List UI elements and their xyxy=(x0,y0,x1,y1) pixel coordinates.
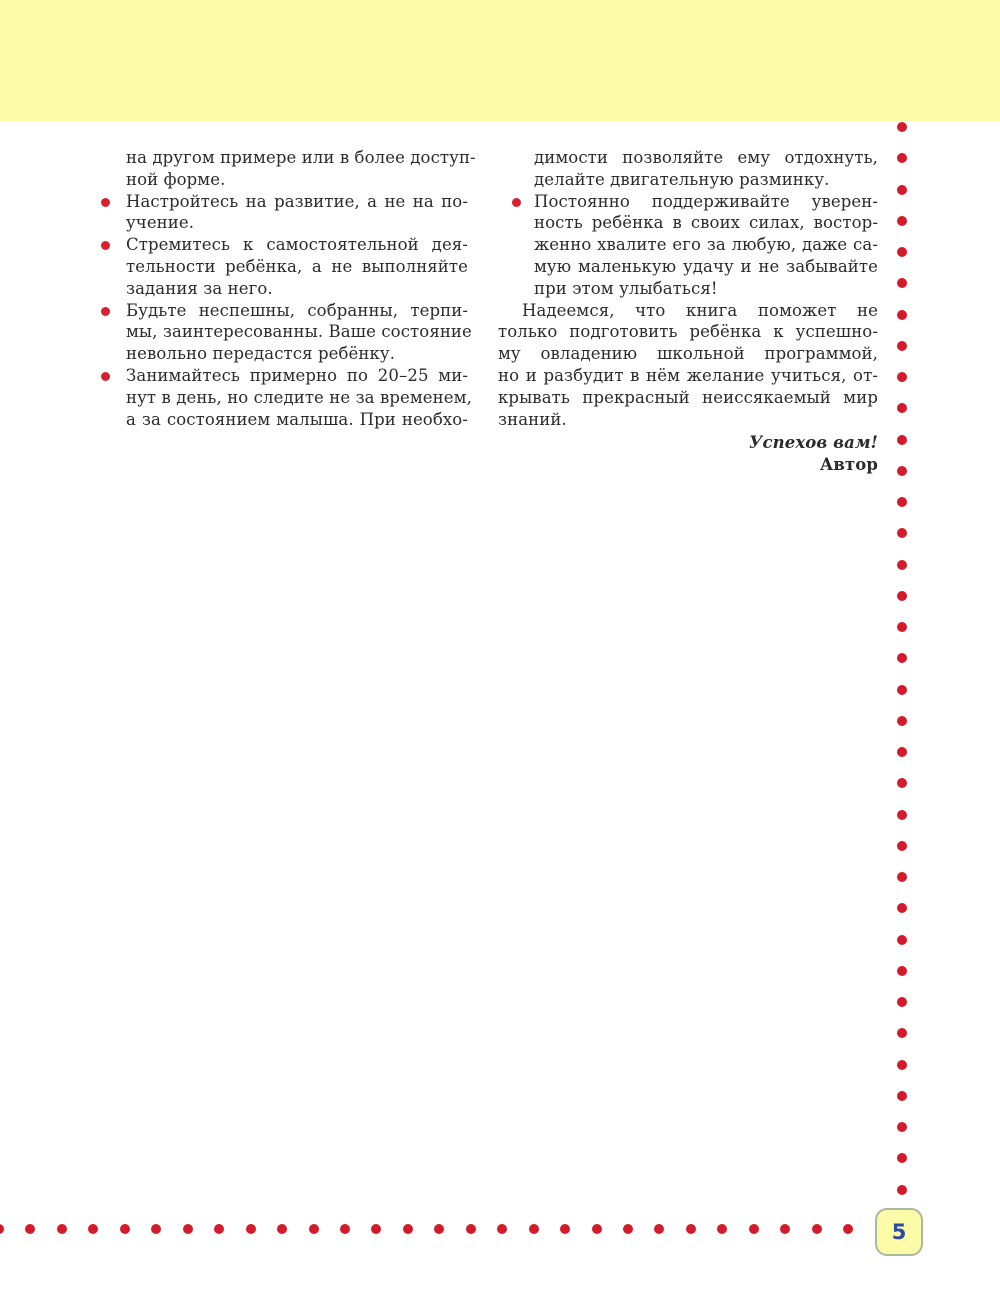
border-dot xyxy=(497,1224,507,1234)
text-line: мую маленькую удачу и не забывайте xyxy=(534,256,878,276)
text-line: му овладению школьной программой, xyxy=(498,344,878,364)
border-dot xyxy=(897,778,907,788)
text-line: знаний. xyxy=(498,409,567,429)
border-dot xyxy=(897,528,907,538)
border-dot xyxy=(592,1224,602,1234)
border-dot xyxy=(897,435,907,445)
border-dot xyxy=(897,903,907,913)
border-dot xyxy=(897,466,907,476)
border-dot xyxy=(897,278,907,288)
border-dot xyxy=(246,1224,256,1234)
text-line: ность ребёнка в своих силах, востор- xyxy=(534,213,878,233)
border-dot xyxy=(897,185,907,195)
border-dot xyxy=(897,372,907,382)
border-dot xyxy=(897,216,907,226)
bullet-item xyxy=(100,234,468,299)
border-dot xyxy=(897,1028,907,1038)
border-dot xyxy=(897,841,907,851)
closing-wish: Успехов вам! xyxy=(748,433,878,453)
border-dot xyxy=(277,1224,287,1234)
text-line: задания за него. xyxy=(126,278,273,298)
border-dot xyxy=(897,810,907,820)
border-dot xyxy=(897,560,907,570)
border-dot xyxy=(88,1224,98,1234)
border-dot xyxy=(897,591,907,601)
bullet-item xyxy=(100,300,472,365)
bullet-item xyxy=(100,191,468,235)
border-dot xyxy=(717,1224,727,1234)
border-dot xyxy=(897,716,907,726)
border-dot xyxy=(749,1224,759,1234)
text-line: Будьте неспешны, собранны, терпи- xyxy=(126,300,468,320)
border-dot xyxy=(529,1224,539,1234)
border-dot xyxy=(897,403,907,413)
border-dot xyxy=(897,310,907,320)
border-dot xyxy=(309,1224,319,1234)
border-dot xyxy=(897,153,907,163)
text-line: Надеемся, что книга поможет не xyxy=(522,300,878,320)
border-dot xyxy=(434,1224,444,1234)
border-dot xyxy=(120,1224,130,1234)
text-line: Занимайтесь примерно по 20–25 ми- xyxy=(126,365,468,385)
border-dot xyxy=(897,997,907,1007)
border-dot xyxy=(780,1224,790,1234)
text-line: но и разбудит в нём желание учиться, от- xyxy=(498,365,878,385)
border-dot xyxy=(0,1224,4,1234)
border-dot xyxy=(897,497,907,507)
border-dot xyxy=(654,1224,664,1234)
left-column xyxy=(100,147,476,430)
text-line: димости позволяйте ему отдохнуть, xyxy=(534,148,878,167)
border-dot xyxy=(897,122,907,132)
border-dot xyxy=(843,1224,853,1234)
border-dot xyxy=(466,1224,476,1234)
border-dot xyxy=(897,622,907,632)
page-number: 5 xyxy=(891,1220,907,1244)
text-line: Настройтесь на развитие, а не на по- xyxy=(126,191,468,211)
border-dot xyxy=(897,747,907,757)
text-line: учение. xyxy=(126,213,195,233)
text-line: Стремитесь к самостоятельной дея- xyxy=(126,235,468,255)
border-dot xyxy=(340,1224,350,1234)
border-dot xyxy=(897,653,907,663)
top-color-band xyxy=(0,0,1000,121)
border-dot xyxy=(897,1091,907,1101)
border-dot xyxy=(897,1153,907,1163)
border-dot xyxy=(403,1224,413,1234)
closing-paragraph xyxy=(498,300,878,431)
border-dot xyxy=(897,966,907,976)
border-dot xyxy=(560,1224,570,1234)
text-line: ной форме. xyxy=(126,169,226,189)
right-column xyxy=(498,147,878,476)
text-line: женно хвалите его за любую, даже са- xyxy=(534,235,878,255)
text-line: делайте двигательную разминку. xyxy=(534,169,830,189)
border-dot xyxy=(897,1185,907,1195)
border-dot xyxy=(371,1224,381,1234)
border-dot xyxy=(897,1122,907,1132)
border-dot xyxy=(897,935,907,945)
border-dot xyxy=(686,1224,696,1234)
border-dot xyxy=(897,341,907,351)
page-number-badge xyxy=(875,1208,923,1256)
border-dot xyxy=(897,247,907,257)
border-dot xyxy=(214,1224,224,1234)
border-dot xyxy=(151,1224,161,1234)
text-line: тельности ребёнка, а не выполняйте xyxy=(126,256,468,276)
bullet-item xyxy=(498,191,878,300)
text-line: крывать прекрасный неиссякаемый мир xyxy=(498,387,878,407)
text-line: нут в день, но следите не за временем, xyxy=(126,387,472,407)
border-dot xyxy=(897,872,907,882)
text-line: невольно передастся ребёнку. xyxy=(126,344,396,364)
border-dot xyxy=(897,685,907,695)
bullet-item xyxy=(100,365,472,430)
text-line: Постоянно поддерживайте уверен- xyxy=(534,191,878,211)
border-dot xyxy=(57,1224,67,1234)
text-line: на другом примере или в более доступ- xyxy=(126,148,476,167)
text-line: мы, заинтересованны. Ваше состояние xyxy=(126,322,472,342)
author-signature: Автор xyxy=(819,455,878,475)
border-dot xyxy=(897,1060,907,1070)
border-dot xyxy=(623,1224,633,1234)
text-line: а за состоянием малыша. При необхо- xyxy=(126,409,468,429)
text-line: при этом улыбаться! xyxy=(534,278,718,298)
border-dot xyxy=(812,1224,822,1234)
border-dot xyxy=(183,1224,193,1234)
border-dot xyxy=(25,1224,35,1234)
text-line: только подготовить ребёнка к успешно- xyxy=(498,322,878,342)
